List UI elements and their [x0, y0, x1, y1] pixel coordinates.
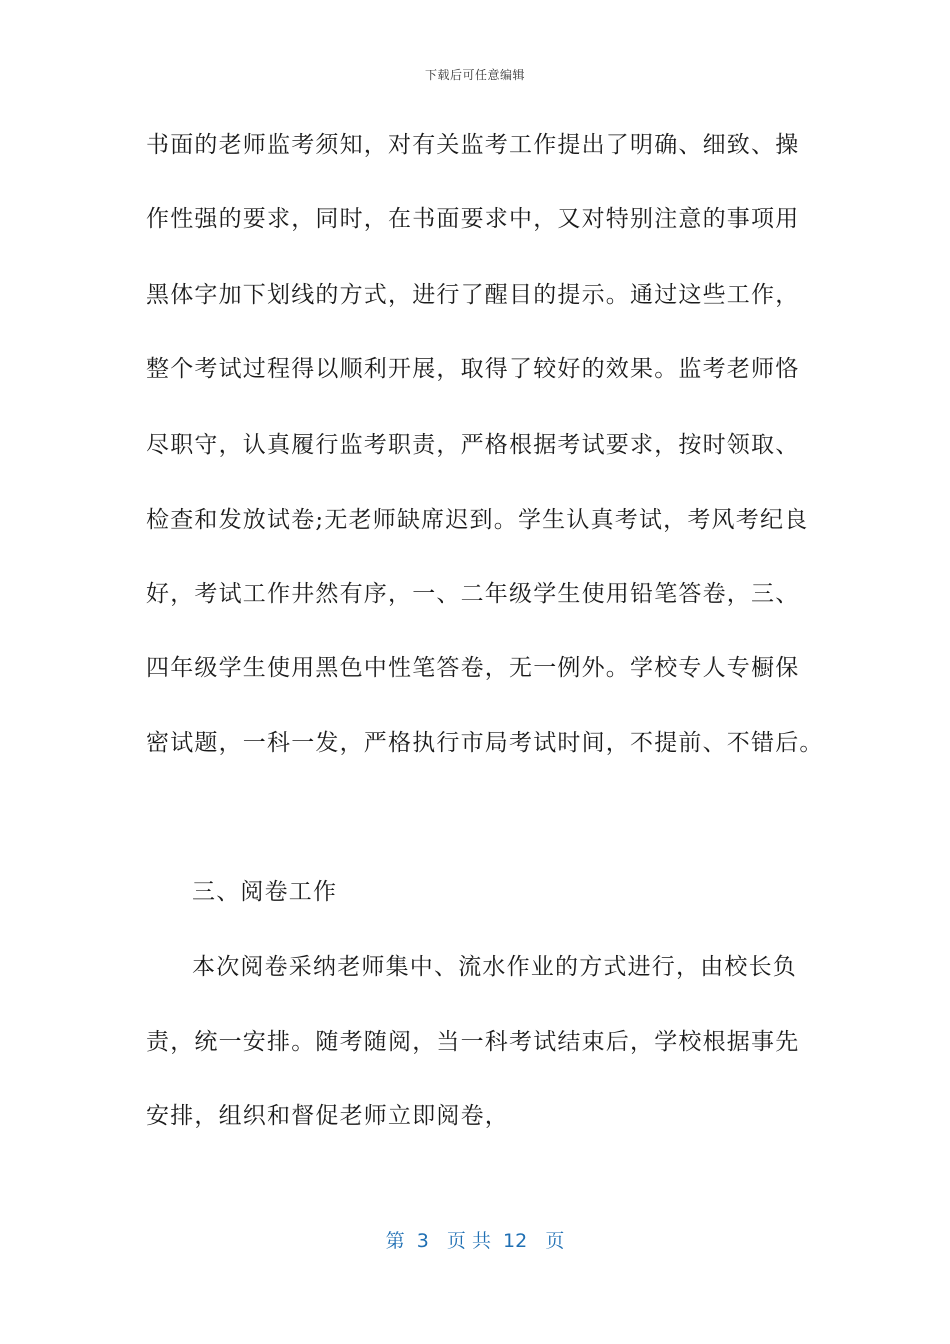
paragraph-line: 安排，组织和督促老师立即阅卷， [146, 1103, 509, 1129]
paragraph-line: 尽职守，认真履行监考职责，严格根据考试要求，按时领取、 [146, 432, 800, 458]
header-note: 下载后可任意编辑 [424, 68, 525, 82]
paragraph-line: 检查和发放试卷;无老师缺席迟到。学生认真考试，考风考纪良 [146, 507, 809, 533]
paragraph-line: 作性强的要求，同时，在书面要求中，又对特别注意的事项用 [146, 206, 800, 232]
page-number-footer: 第 3 页 共 12 页 [385, 1230, 565, 1252]
paragraph-line: 责，统一安排。随考随阅，当一科考试结束后，学校根据事先 [146, 1029, 800, 1055]
paragraph-line: 四年级学生使用黑色中性笔答卷，无一例外。学校专人专橱保 [146, 655, 800, 681]
paragraph-line: 整个考试过程得以顺利开展，取得了较好的效果。监考老师恪 [146, 356, 800, 382]
paragraph-line: 书面的老师监考须知，对有关监考工作提出了明确、细致、操 [146, 132, 800, 158]
paragraph-line: 好，考试工作井然有序，一、二年级学生使用铅笔答卷，三、 [146, 581, 800, 607]
paragraph-line: 密试题，一科一发，严格执行市局考试时间，不提前、不错后。 [146, 730, 824, 756]
paragraph-line: 黑体字加下划线的方式，进行了醒目的提示。通过这些工作， [146, 282, 800, 308]
section-heading: 三、阅卷工作 [192, 879, 338, 905]
paragraph-line: 本次阅卷采纳老师集中、流水作业的方式进行，由校长负 [192, 954, 797, 980]
